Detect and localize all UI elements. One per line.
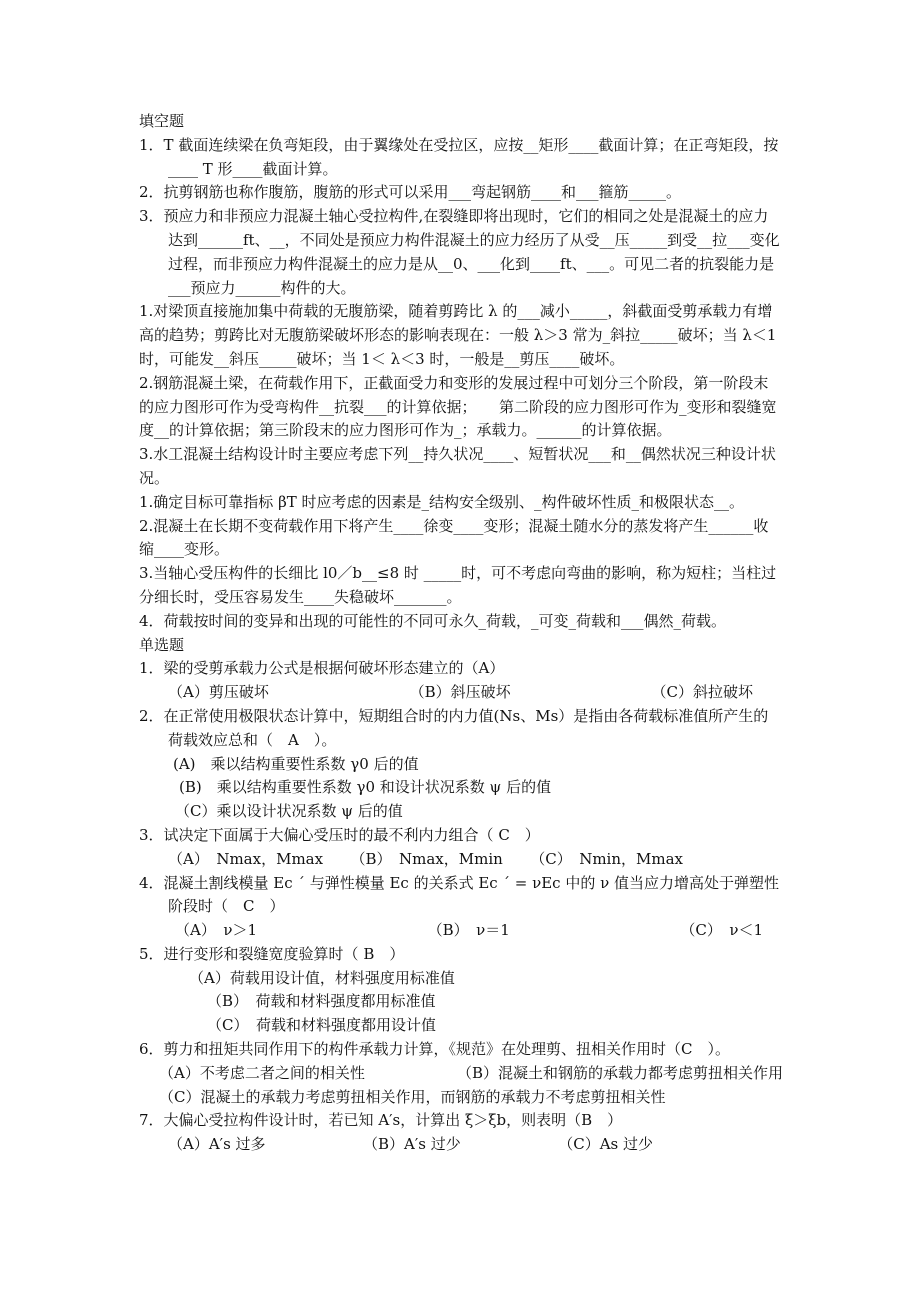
fill-item: 3.水工混凝土结构设计时主要应考虑下列__持久状况____、短暂状况___和__偶然状况三种设计状况。 [139, 445, 776, 487]
fill-item: 4．荷载按时间的变异和出现的可能性的不同可永久_荷载，_可变_荷载和___偶然_荷载。 [139, 611, 727, 630]
fill-item: 2.混凝土在长期不变荷载作用下将产生____徐变____变形；混凝土随水分的蒸发将产生______收缩____变形。 [139, 516, 769, 559]
option-row [139, 848, 783, 872]
fill-item: 1．T 截面连续梁在负弯矩段，由于翼缘处在受拉区，应按__矩形____截面计算；在正弯矩段，按____ T 形____截面计算。 [139, 135, 779, 178]
fill-item: 3．预应力和非预应力混凝土轴心受拉构件,在裂缝即将出现时，它们的相同之处是混凝土的应力达到______ft、__，不同处是预应力构件混凝土的应力经历了从受__压_____到受__拉___变化过程，而非预应力构件混凝土的应力是从__0、___化到____ft、___。可见二者的抗裂能力是___预应力______构件的大。 [139, 207, 780, 297]
option: （C）As 过少 [558, 1135, 653, 1154]
option: （C）混凝土的承载力考虑剪扭相关作用，而钢筋的承载力不考虑剪扭相关性 [159, 1087, 666, 1106]
option: （C）乘以设计状况系数 ψ 后的值 [175, 802, 403, 821]
option: （B）斜压破坏 [409, 683, 511, 702]
option: （C）斜拉破坏 [651, 683, 753, 702]
option-row [139, 1062, 783, 1086]
option-row [139, 681, 783, 705]
option: （C） 荷载和材料强度都用设计值 [207, 1016, 436, 1035]
question-stem: 1．梁的受剪承载力公式是根据何破坏形态建立的（A） [139, 659, 505, 678]
fill-item: 2.钢筋混凝土梁，在荷载作用下，正截面受力和变形的发展过程中可划分三个阶段，第一阶段末的应力图形可作为受弯构件__抗裂___的计算依据； 第二阶段的应力图形可作为_变形和裂缝宽度__的计算依据；第三阶段末的应力图形可作为_；承载力。______的计算依据。 [139, 373, 777, 440]
fill-item: 1.确定目标可靠指标 βT 时应考虑的因素是_结构安全级别、_构件破坏性质_和极限状态__。 [139, 492, 745, 511]
option: （B） Nmax，Mmin [350, 849, 503, 868]
section-heading-single-choice: 单选题 [139, 635, 185, 654]
question-stem: 7．大偏心受拉构件设计时，若已知 A′s，计算出 ξ＞ξb，则表明（B ） [139, 1111, 623, 1130]
question-stem: 2．在正常使用极限状态计算中，短期组合时的内力值(Ns、Ms）是指由各荷载标准值所产生的荷载效应总和（ A ）。 [139, 706, 769, 749]
question-stem: 3．试决定下面属于大偏心受压时的最不利内力组合（ C ） [139, 825, 540, 844]
option: (B) 乘以结构重要性系数 γ0 和设计状况系数 ψ 后的值 [179, 778, 552, 797]
document-page [139, 110, 783, 1157]
option: （C） Nmin，Mmax [530, 849, 683, 868]
option-row [139, 919, 783, 943]
section-heading-fill-blank: 填空题 [139, 112, 185, 130]
option: （B） 荷载和材料强度都用标准值 [207, 992, 436, 1011]
option: （B） ν＝1 [427, 921, 510, 940]
option-row [139, 1133, 783, 1157]
option: （A） Nmax，Mmax [168, 849, 324, 868]
option: (A) 乘以结构重要性系数 γ0 后的值 [173, 754, 419, 773]
fill-item: 1.对梁顶直接施加集中荷载的无腹筋梁，随着剪跨比 λ 的___减小_____，斜截面受剪承载力有增高的趋势；剪跨比对无腹筋梁破坏形态的影响表现在：一般 λ＞3 常为_斜拉_____破坏；当 λ＜1 时，可能发__斜压_____破坏；当 1＜ λ＜3 时，一般是__剪压____破坏。 [139, 302, 777, 368]
option: （B）混凝土和钢筋的承载力都考虑剪扭相关作用 [456, 1063, 783, 1082]
fill-item: 3.当轴心受压构件的长细比 l0／b__≤8 时 _____时，可不考虑向弯曲的影响，称为短柱；当柱过分细长时，受压容易发生____失稳破坏_______。 [139, 564, 777, 606]
option: （A）剪压破坏 [168, 683, 269, 702]
option: （A）不考虑二者之间的相关性 [159, 1063, 365, 1082]
option: （C） ν＜1 [680, 921, 763, 940]
question-stem: 4．混凝土割线模量 Ec ´ 与弹性模量 Ec 的关系式 Ec ´ = νEc 中的 ν 值当应力增高处于弹塑性阶段时（ C ） [139, 873, 779, 916]
option: （A）A′s 过多 [168, 1135, 266, 1154]
question-stem: 6．剪力和扭矩共同作用下的构件承载力计算，《规范》在处理剪、扭相关作用时（C ）。 [139, 1040, 731, 1059]
question-stem: 5．进行变形和裂缝宽度验算时（ B ） [139, 944, 405, 963]
option: （A） ν＞1 [175, 921, 257, 940]
option: （A）荷载用设计值，材料强度用标准值 [189, 968, 455, 987]
option: （B）A′s 过少 [363, 1135, 461, 1154]
fill-item: 2．抗剪钢筋也称作腹筋，腹筋的形式可以采用___弯起钢筋____和___箍筋_____。 [139, 183, 682, 202]
